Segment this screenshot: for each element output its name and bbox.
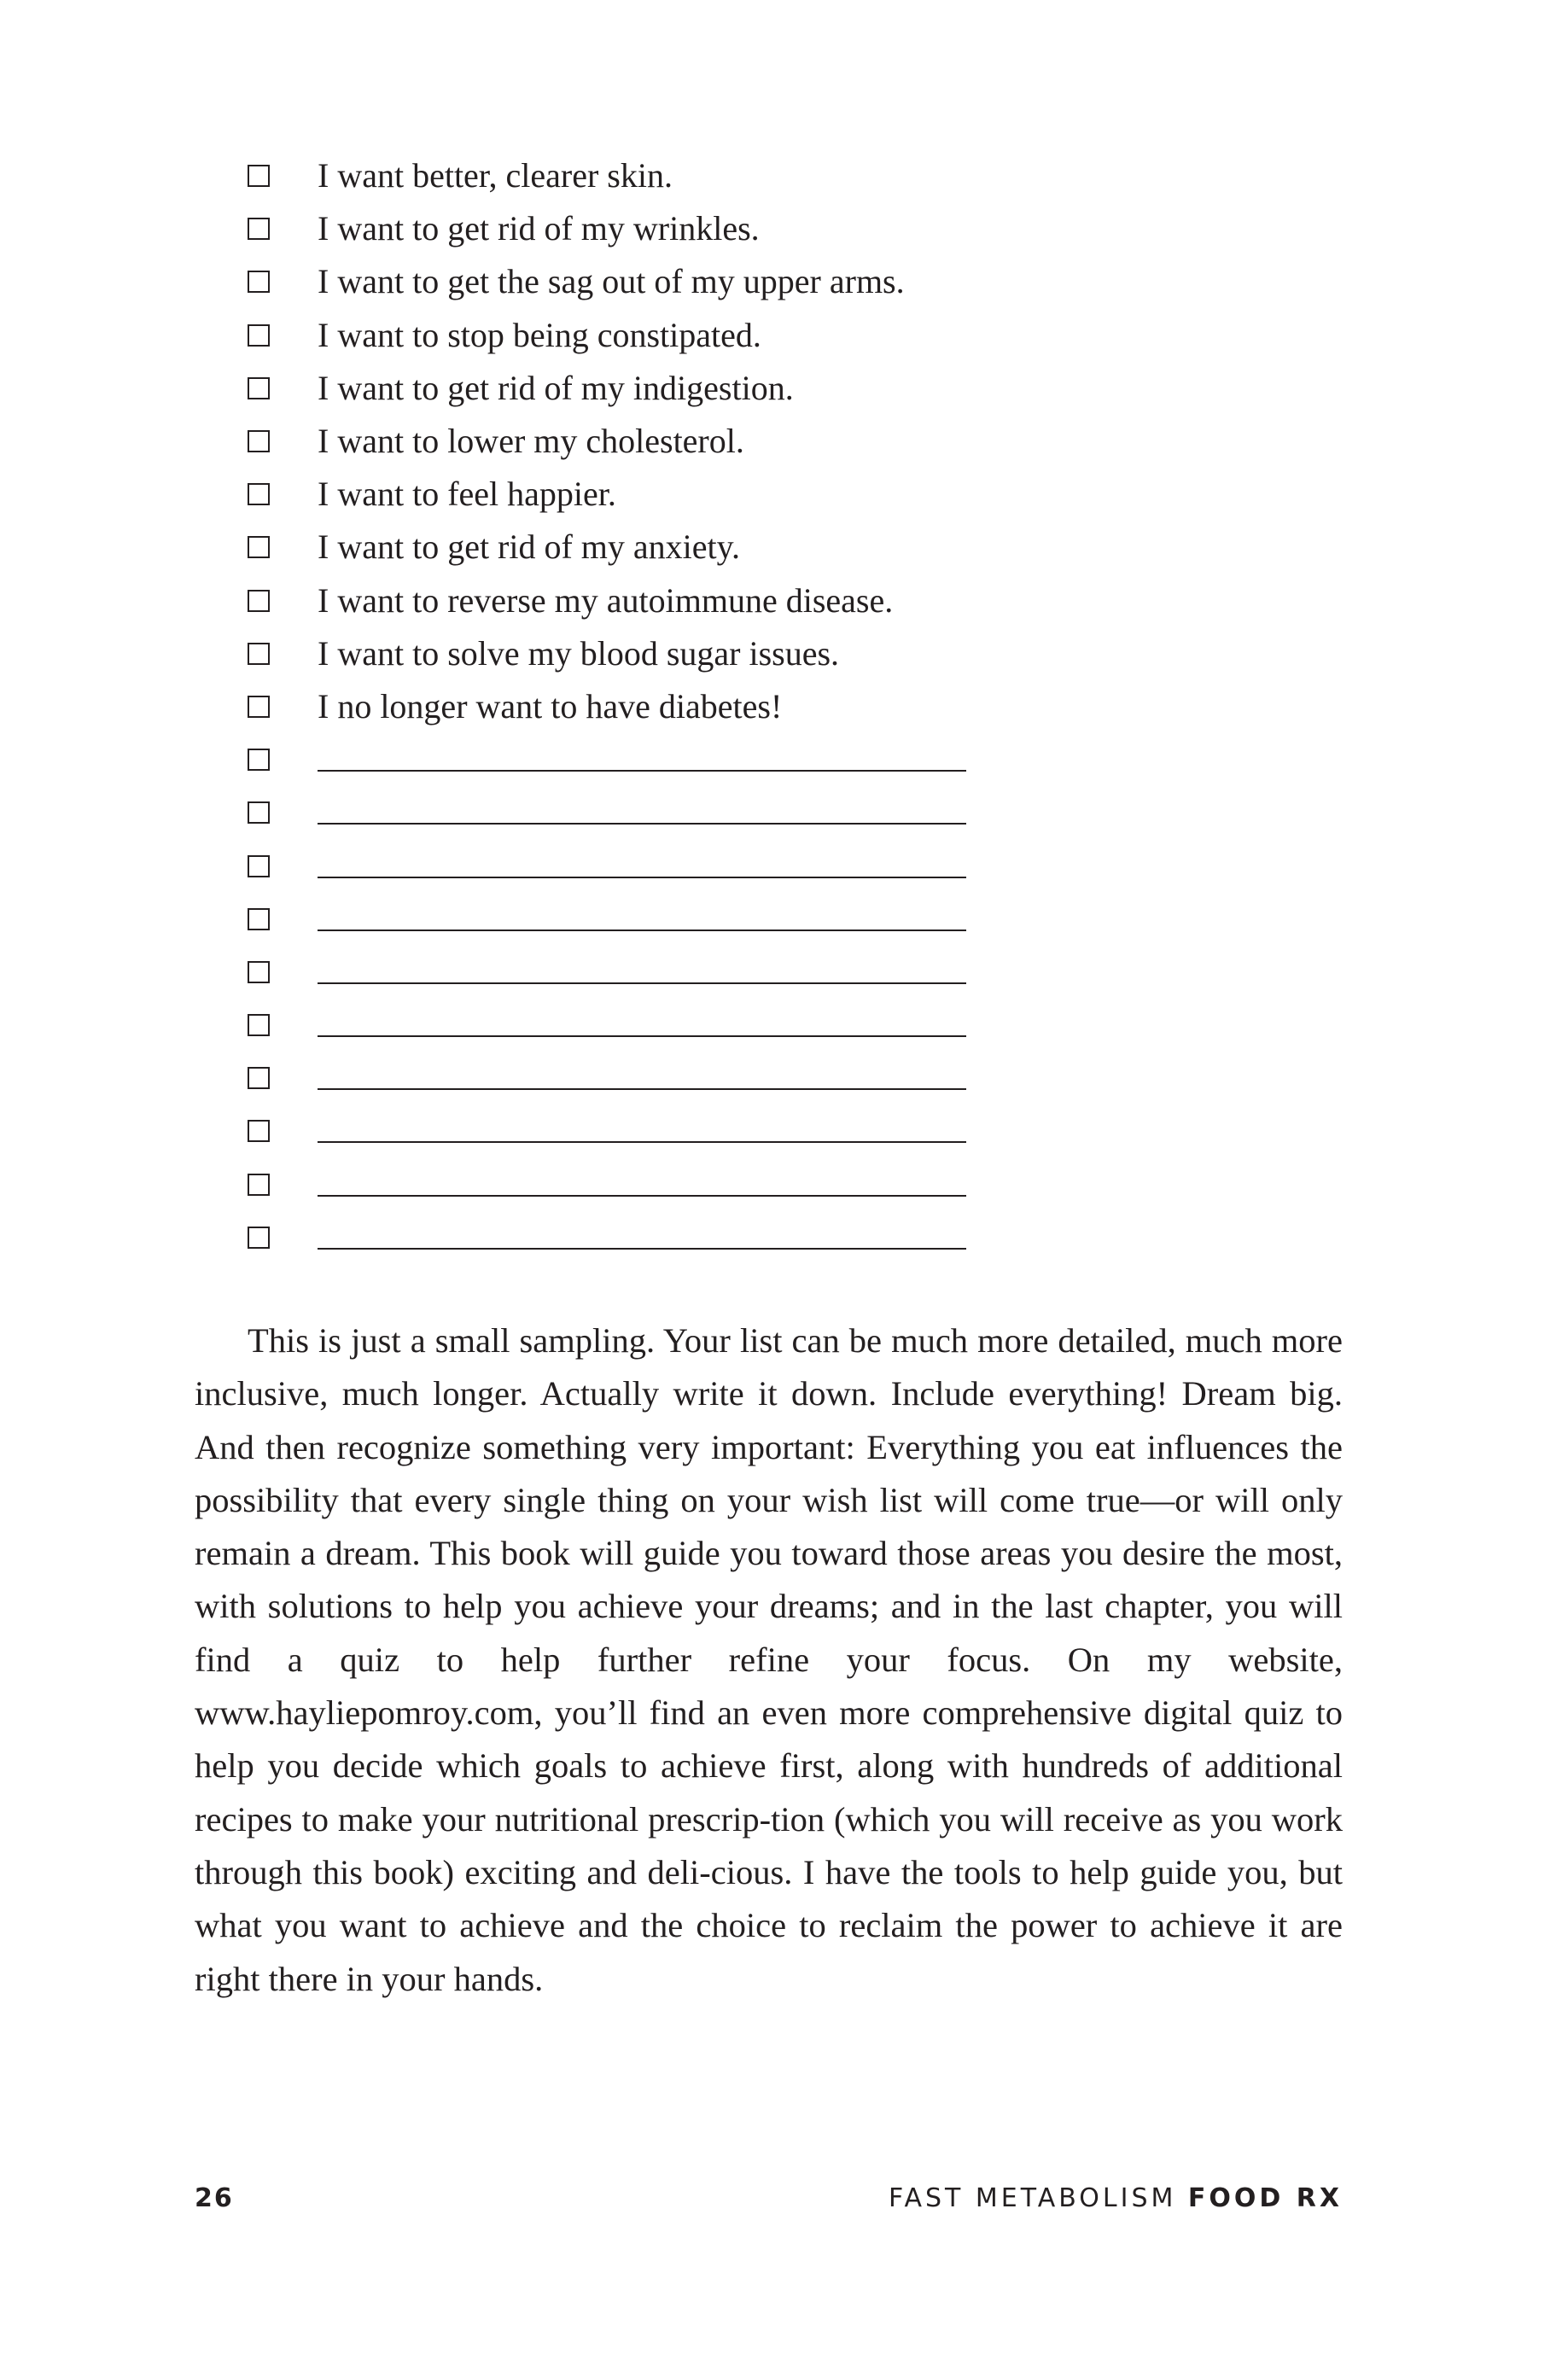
write-in-line[interactable] bbox=[318, 741, 966, 772]
checklist-item-label: I want to lower my cholesterol. bbox=[318, 422, 744, 461]
checklist-item-label: I no longer want to have diabetes! bbox=[318, 686, 783, 726]
checkbox[interactable] bbox=[248, 218, 270, 240]
checkbox[interactable] bbox=[248, 961, 270, 983]
checklist-item-label: I want to get rid of my anxiety. bbox=[318, 527, 741, 567]
checklist-blank-item bbox=[248, 1104, 1101, 1157]
checklist-blank-item bbox=[248, 946, 1101, 999]
running-head-title: FAST METABOLISM bbox=[888, 2182, 1188, 2213]
write-in-line[interactable] bbox=[318, 1006, 966, 1037]
checklist-item bbox=[248, 521, 1101, 574]
checklist-item-label: I want to get rid of my indigestion. bbox=[318, 368, 794, 407]
checklist-item bbox=[248, 362, 1101, 415]
write-in-line[interactable] bbox=[318, 1112, 966, 1143]
checklist-item-label: I want to reverse my autoimmune disease. bbox=[318, 580, 894, 620]
checklist-item bbox=[248, 309, 1101, 362]
checkbox[interactable] bbox=[248, 749, 270, 771]
checklist-blank-item bbox=[248, 1211, 1101, 1264]
checkbox[interactable] bbox=[248, 324, 270, 347]
checkbox[interactable] bbox=[248, 590, 270, 612]
checklist-item bbox=[248, 202, 1101, 255]
checkbox[interactable] bbox=[248, 855, 270, 877]
write-in-line[interactable] bbox=[318, 1059, 966, 1090]
page-footer bbox=[195, 2177, 1343, 2219]
checklist-item bbox=[248, 149, 1101, 202]
checklist-item bbox=[248, 468, 1101, 521]
checklist-item-label: I want to stop being constipated. bbox=[318, 315, 761, 354]
checkbox[interactable] bbox=[248, 1227, 270, 1249]
body-paragraph: This is just a small sampling. Your list can be much more detailed, much more inclusive, much longer. Actually write it down. Include everything! Dream big. And then recognize something very important: Everything you eat influences the possibility that every single thing on your wish list will come true—or will only remain a dream. This book will guide you toward those areas you desire the most, with solutions to help you achieve your dreams; and in the last chapter, you will find a quiz to help further refine your focus. On my website, www.hayliepomroy.com, you’ll find an even more comprehensive digital quiz to help you decide which goals to achieve first, along with hundreds of additional recipes to make your nutritional prescrip-tion (which you will receive as you work through this book) exciting and deli-cious. I have the tools to help guide you, but what you want to achieve and the choice to reclaim the power to achieve it are right there in your hands. bbox=[195, 1321, 1343, 1998]
checkbox[interactable] bbox=[248, 1067, 270, 1089]
checklist-item-label: I want better, clearer skin. bbox=[318, 156, 673, 195]
checkbox[interactable] bbox=[248, 271, 270, 293]
write-in-line[interactable] bbox=[318, 848, 966, 878]
checkbox[interactable] bbox=[248, 643, 270, 665]
checklist-blank-item bbox=[248, 999, 1101, 1052]
checklist-blank-item bbox=[248, 1158, 1101, 1211]
checkbox[interactable] bbox=[248, 1120, 270, 1142]
write-in-line[interactable] bbox=[318, 1166, 966, 1197]
checklist-blank-item bbox=[248, 893, 1101, 946]
checkbox[interactable] bbox=[248, 908, 270, 930]
checkbox[interactable] bbox=[248, 801, 270, 824]
checklist-item bbox=[248, 680, 1101, 733]
write-in-line[interactable] bbox=[318, 794, 966, 825]
checklist-item-label: I want to get rid of my wrinkles. bbox=[318, 209, 760, 248]
checkbox[interactable] bbox=[248, 483, 270, 505]
write-in-line[interactable] bbox=[318, 953, 966, 984]
checklist-blank-item bbox=[248, 733, 1101, 786]
checklist-item bbox=[248, 627, 1101, 680]
checklist-item-label: I want to get the sag out of my upper arms. bbox=[318, 262, 905, 301]
checklist-item bbox=[248, 574, 1101, 627]
checklist-item-label: I want to solve my blood sugar issues. bbox=[318, 633, 840, 673]
write-in-line[interactable] bbox=[318, 900, 966, 931]
checklist-blank-item bbox=[248, 839, 1101, 892]
write-in-line[interactable] bbox=[318, 1219, 966, 1250]
checkbox[interactable] bbox=[248, 165, 270, 187]
page-number: 26 bbox=[195, 2182, 234, 2213]
checkbox[interactable] bbox=[248, 536, 270, 558]
checkbox[interactable] bbox=[248, 1174, 270, 1196]
checkbox[interactable] bbox=[248, 377, 270, 399]
checklist-item bbox=[248, 415, 1101, 468]
checkbox[interactable] bbox=[248, 1014, 270, 1036]
checklist-item bbox=[248, 255, 1101, 308]
running-head-title-bold: FOOD RX bbox=[1187, 2182, 1343, 2213]
wish-checklist bbox=[248, 149, 1101, 1264]
checklist-blank-item bbox=[248, 1052, 1101, 1104]
checkbox[interactable] bbox=[248, 696, 270, 718]
checklist-item-label: I want to feel happier. bbox=[318, 475, 616, 514]
running-head bbox=[889, 2183, 1343, 2213]
checkbox[interactable] bbox=[248, 430, 270, 452]
checklist-blank-item bbox=[248, 786, 1101, 839]
